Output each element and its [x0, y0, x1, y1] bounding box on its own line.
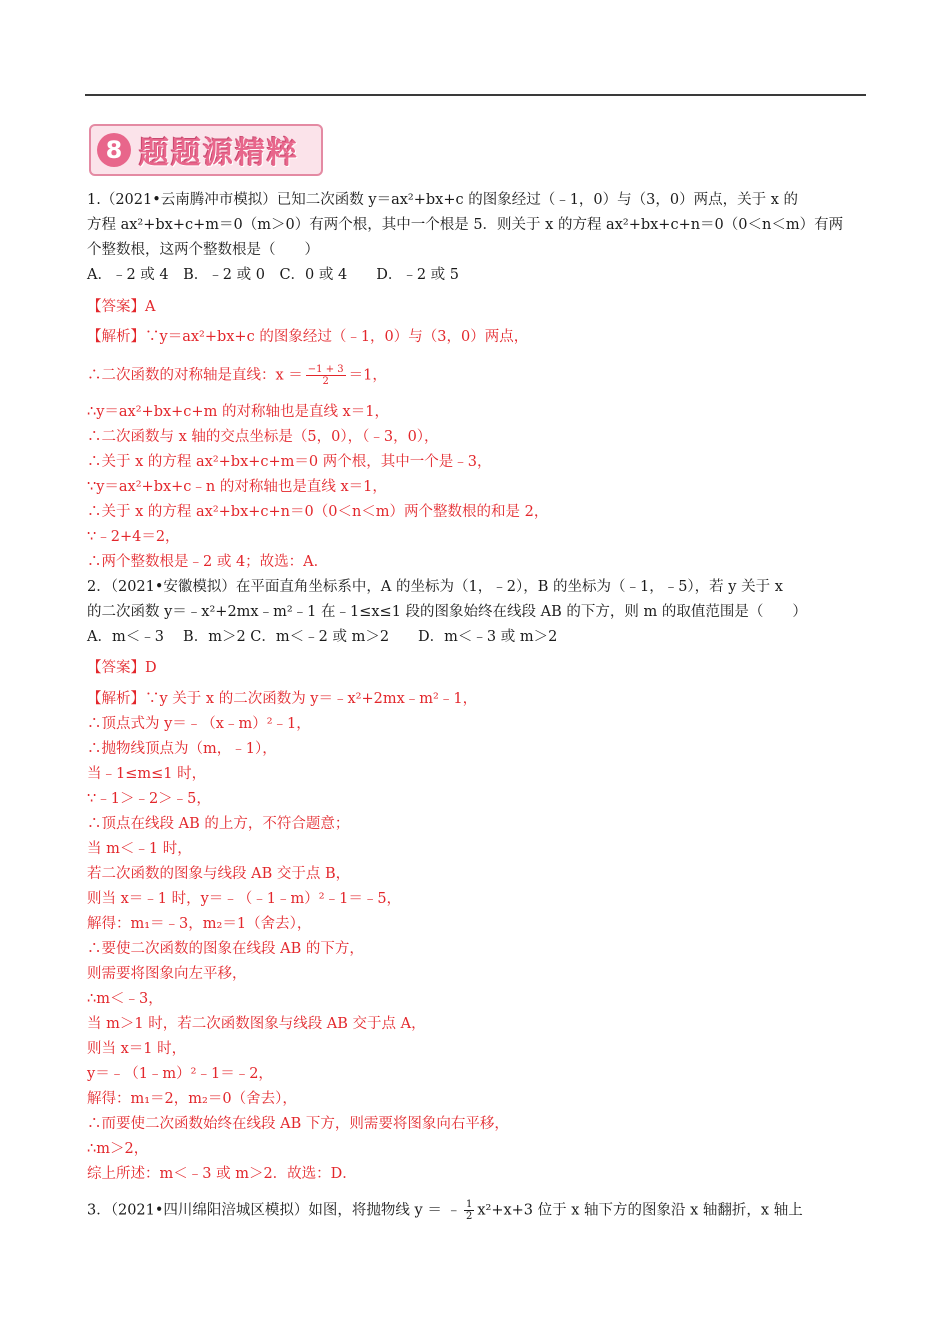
q1-step-7: ∴关于 x 的方程 ax²+bx+c+n＝0（0＜n＜m）两个整数根的和是 2， [87, 504, 549, 520]
q2-step-14: 当 m＞1 时，若二次函数图象与线段 AB 交于点 A， [87, 1016, 426, 1032]
q2-step-1 [87, 689, 477, 709]
fraction-denominator: 2 [322, 376, 329, 387]
question-text: x²+x+3 位于 x 轴下方的图象沿 x 轴翻折，x 轴上 [477, 1202, 803, 1219]
answer-label: 【答案】 [87, 660, 145, 676]
answer-value: D [145, 660, 157, 676]
q1-answer [87, 297, 155, 317]
q2-step-20: 综上所述：m＜﹣3 或 m＞2．故选：D． [87, 1166, 357, 1182]
q2-step-16: y＝﹣（1﹣m）²﹣1＝﹣2， [87, 1066, 273, 1082]
q1-line-3: 个整数根，这两个整数根是（ ） [87, 242, 319, 258]
q2-step-6: ∴顶点在线段 AB 的上方，不符合题意； [87, 816, 350, 832]
q2-step-12: 则需要将图象向左平移， [87, 966, 247, 982]
header-rule [85, 94, 866, 96]
q1-step-3: ∴y＝ax²+bx+c+m 的对称轴也是直线 x＝1， [87, 404, 389, 420]
q2-options: A．m＜﹣3 B．m＞2 C．m＜﹣2 或 m＞2 D．m＜﹣3 或 m＞2 [87, 629, 558, 645]
answer-label: 【答案】 [87, 299, 145, 315]
step-text: ∴二次函数的对称轴是直线：x ＝ [87, 367, 303, 384]
q2-step-3: ∴抛物线顶点为（m，﹣1）， [87, 741, 277, 757]
q2-step-9: 则当 x＝﹣1 时，y＝﹣（﹣1﹣m）²﹣1＝﹣5， [87, 891, 402, 907]
section-banner [89, 124, 323, 176]
step-text: ＝1， [348, 367, 387, 384]
q2-line-2: 的二次函数 y＝﹣x²+2mx﹣m²﹣1 在﹣1≤x≤1 段的图象始终在线段 AB 的下方，则 m 的取值范围是（ ） [87, 604, 807, 620]
q2-step-5: ∵﹣1＞﹣2＞﹣5， [87, 791, 211, 807]
q2-line-1: 2．（2021•安徽模拟）在平面直角坐标系中，A 的坐标为（1，﹣2），B 的坐标为（﹣1，﹣5），若 y 关于 x [87, 579, 783, 595]
q1-step-5: ∴关于 x 的方程 ax²+bx+c+m＝0 两个根，其中一个是﹣3， [87, 454, 492, 470]
q2-step-19: ∴m＞2， [87, 1141, 149, 1157]
q2-answer [87, 658, 157, 678]
q2-step-17: 解得：m₁＝2，m₂＝0（舍去）， [87, 1091, 297, 1107]
fraction-denominator: 2 [465, 1211, 473, 1222]
q2-step-13: ∴m＜﹣3， [87, 991, 163, 1007]
step-text: ∵y 关于 x 的二次函数为 y＝﹣x²+2mx﹣m²﹣1， [145, 691, 478, 707]
q1-step-2 [87, 364, 387, 387]
fraction-numerator: −1 + 3 [307, 364, 344, 375]
step-text: ∵y＝ax²+bx+c 的图象经过（﹣1，0）与（3，0）两点， [145, 329, 529, 345]
q1-step-9: ∴两个整数根是﹣2 或 4；故选：A． [87, 554, 329, 570]
q2-step-7: 当 m＜﹣1 时， [87, 841, 192, 857]
q2-step-18: ∴而要使二次函数始终在线段 AB 下方，则需要将图象向右平移， [87, 1116, 509, 1132]
q2-step-4: 当﹣1≤m≤1 时， [87, 766, 207, 782]
question-text: 3．（2021•四川绵阳涪城区模拟）如图，将抛物线 y ＝ ﹣ [87, 1202, 461, 1219]
banner-badge-icon: 8 [97, 133, 131, 167]
q1-step-8: ∵﹣2+4＝2， [87, 529, 180, 545]
q2-step-10: 解得：m₁＝﹣3，m₂＝1（舍去）， [87, 916, 312, 932]
q1-step-1 [87, 327, 528, 347]
analysis-label: 【解析】 [87, 691, 145, 707]
fraction-numerator: 1 [465, 1199, 473, 1210]
q2-step-11: ∴要使二次函数的图象在线段 AB 的下方， [87, 941, 364, 957]
q3-line-1 [87, 1199, 803, 1222]
analysis-label: 【解析】 [87, 329, 145, 345]
q1-line-1: 1.（2021•云南腾冲市模拟）已知二次函数 y＝ax²+bx+c 的图象经过（﹣1，0）与（3，0）两点，关于 x 的 [87, 192, 799, 208]
q2-step-15: 则当 x＝1 时， [87, 1041, 187, 1057]
q1-line-2: 方程 ax²+bx+c+m＝0（m＞0）有两个根，其中一个根是 5．则关于 x 的方程 ax²+bx+c+n＝0（0＜n＜m）有两 [87, 217, 844, 233]
q1-options: A．﹣2 或 4 B．﹣2 或 0 C．0 或 4 D．﹣2 或 5 [87, 267, 460, 283]
answer-value: A [145, 299, 156, 315]
banner-title: 题题源精粹 [139, 136, 299, 171]
q2-step-2: ∴顶点式为 y＝﹣（x﹣m）²﹣1， [87, 716, 311, 732]
fraction [464, 1199, 474, 1222]
fraction [306, 364, 346, 387]
q1-step-4: ∴二次函数与 x 轴的交点坐标是（5，0），（﹣3，0）， [87, 429, 439, 445]
q1-step-6: ∵y＝ax²+bx+c﹣n 的对称轴也是直线 x＝1， [87, 479, 387, 495]
q2-step-8: 若二次函数的图象与线段 AB 交于点 B， [87, 866, 351, 882]
